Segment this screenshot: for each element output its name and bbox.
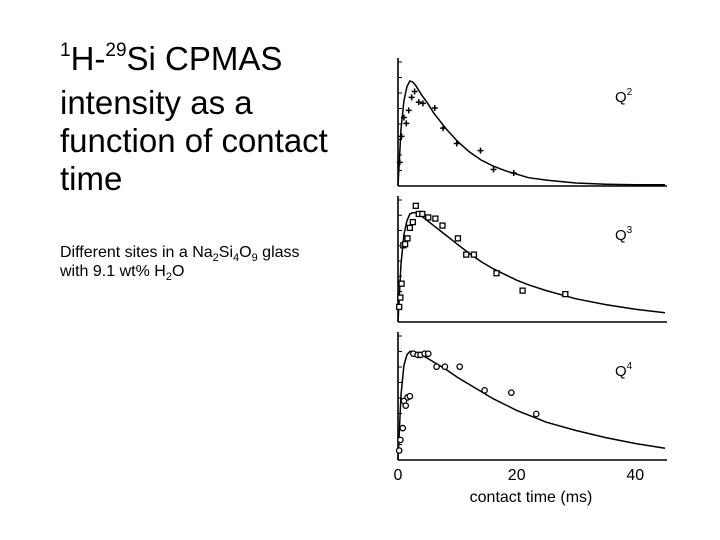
square-marker (403, 242, 408, 247)
square-marker (398, 295, 403, 300)
title-superscript-1: 1 (60, 40, 71, 61)
circle-marker (396, 448, 401, 453)
square-marker (563, 292, 568, 297)
square-marker (455, 236, 460, 241)
x-tick-label-40: 40 (626, 467, 645, 484)
subtitle-sub-h2: 2 (165, 271, 172, 284)
square-marker (407, 225, 412, 230)
plus-marker (454, 140, 460, 146)
plus-marker (511, 170, 517, 176)
square-marker (520, 288, 525, 293)
title-text-h: H- (70, 40, 106, 77)
panel-label-superscript: 3 (626, 225, 633, 236)
subtitle-text-glass: glass (257, 244, 300, 261)
square-marker (397, 304, 402, 309)
panel-label-q4 (615, 361, 633, 380)
panel-q4 (396, 332, 667, 460)
square-marker (433, 216, 438, 221)
square-marker (471, 252, 476, 257)
subtitle-text-o2: O (171, 263, 185, 280)
plus-marker (420, 100, 426, 106)
square-marker (494, 271, 499, 276)
panel-q3 (397, 196, 667, 322)
circle-marker (434, 364, 439, 369)
square-marker (440, 223, 445, 228)
subtitle-text-a: Different sites in a Na (60, 244, 213, 261)
panel-label-base: Q (615, 89, 627, 106)
circle-marker (398, 437, 403, 442)
plus-marker (416, 99, 422, 105)
subtitle-text-si: Si (218, 244, 234, 261)
x-axis (394, 467, 645, 506)
x-tick-label-20: 20 (507, 467, 526, 484)
subtitle-sub-si: 4 (233, 252, 240, 265)
subtitle-text-o: O (239, 244, 252, 261)
square-marker (426, 215, 431, 220)
subtitle-sub-o: 9 (251, 252, 258, 265)
panel-label-superscript: 4 (626, 361, 633, 372)
circle-marker (509, 390, 514, 395)
panel-q2 (397, 58, 667, 186)
chart-panels (396, 58, 667, 460)
panel-label-q2 (615, 87, 633, 106)
title-text-si-cpmas: Si CPMAS (126, 40, 283, 77)
plus-marker (403, 120, 409, 126)
plus-marker (399, 133, 405, 139)
circle-marker (457, 364, 462, 369)
slide-title-line-2: intensity as a (60, 84, 253, 121)
x-axis-label: contact time (ms) (469, 489, 593, 506)
square-marker (420, 211, 425, 216)
square-marker (464, 252, 469, 257)
panel-label-base: Q (615, 363, 627, 380)
circle-marker (403, 403, 408, 408)
circle-marker (482, 388, 487, 393)
circle-marker (426, 351, 431, 356)
square-marker (399, 281, 404, 286)
square-marker (413, 203, 418, 208)
slide-title-line-4: time (60, 160, 123, 197)
plus-marker (440, 125, 446, 131)
slide-title-line-3: function of contact (60, 122, 328, 159)
subtitle-text-with: with 9.1 wt% H (60, 263, 166, 280)
panel-label-q3 (615, 225, 633, 244)
title-superscript-29: 29 (105, 40, 127, 61)
square-marker (405, 236, 410, 241)
square-marker (410, 220, 415, 225)
plus-marker (477, 148, 483, 154)
circle-marker (534, 411, 539, 416)
circle-marker (407, 394, 412, 399)
circle-marker (400, 425, 405, 430)
x-tick-label-0: 0 (393, 467, 403, 484)
plus-marker (409, 94, 415, 100)
panel-label-superscript: 2 (626, 87, 633, 98)
panel-label-base: Q (615, 227, 627, 244)
plus-marker (406, 107, 412, 113)
subtitle-sub-na: 2 (212, 252, 219, 265)
plus-marker (412, 89, 418, 95)
circle-marker (442, 364, 447, 369)
